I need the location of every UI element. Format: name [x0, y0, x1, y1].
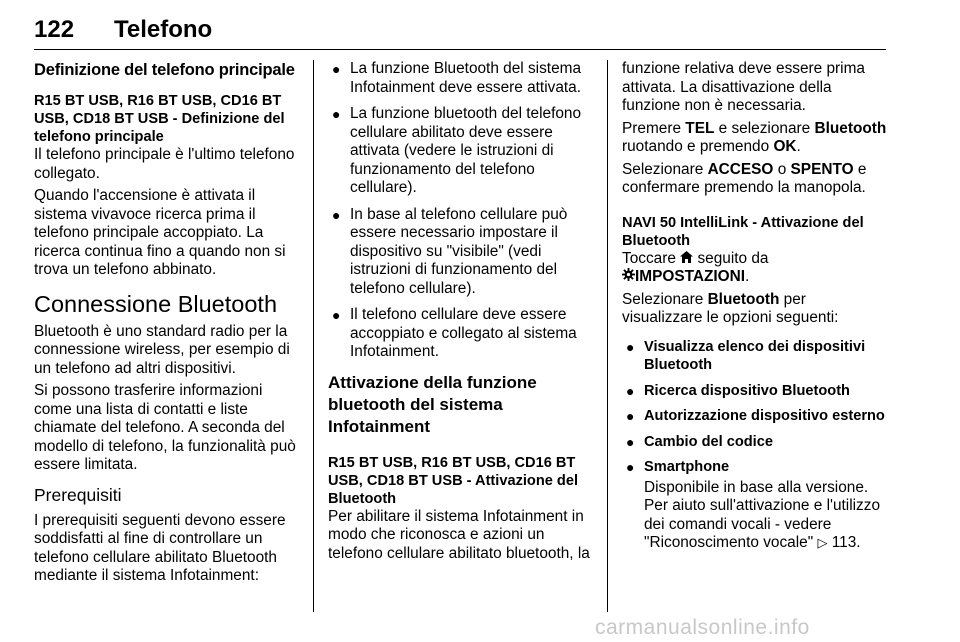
- home-icon: [680, 250, 693, 269]
- paragraph: Si possono trasferire informazioni come una lista di contatti e liste chiamate del telefono. A seconda del modello di telefono, la funzionalità può essere limitata.: [34, 382, 296, 473]
- paragraph: funzione relativa deve essere prima attivata. La disattivazione della funzione non è necessaria.: [622, 60, 865, 114]
- list-item: ● Cambio del codice: [626, 433, 773, 450]
- bullet-icon: ●: [626, 408, 635, 424]
- list-item: ● La funzione Bluetooth del sistema Infotainment deve essere attivata.: [332, 60, 582, 96]
- watermark: carmanualsonline.info: [595, 616, 810, 639]
- list-item: ● Il telefono cellulare deve essere accoppiato e collegato al sistema Infotainment.: [332, 306, 577, 360]
- list-item: ● In base al telefono cellulare può essere necessario impostare il dispositivo su "visibile" (vedi istruzioni di funzionamento del telefono cellulare).: [332, 205, 568, 297]
- smartphone-description: Disponibile in base alla versione. Per aiuto sull'attivazione e l'utilizzo dei comandi vocali - vedere "Riconoscimento vocale" ▷ 113.: [644, 478, 880, 551]
- bullet-icon: ●: [626, 382, 635, 399]
- bullet-icon: ●: [332, 106, 341, 122]
- list-item: ● La funzione bluetooth del telefono cellulare abilitato deve essere attivata (vedere le istruzioni di funzionamento del telefono cellulare).: [332, 105, 582, 196]
- bluetooth-options-list: [622, 338, 888, 553]
- subheading-navi: NAVI 50 IntelliLink - Attivazione del Bluetooth: [622, 214, 864, 249]
- column-divider: [313, 60, 314, 612]
- column-divider: [607, 60, 608, 612]
- list-item: ● Visualizza elenco dei dispositivi Bluetooth: [626, 338, 866, 373]
- paragraph: Quando l'accensione è attivata il sistema vivavoce ricerca prima il telefono principale accoppiato. La ricerca continua fino a quando non si trova un telefono abbinato.: [34, 187, 286, 278]
- bullet-icon: ●: [626, 433, 635, 450]
- page-number: 122: [34, 16, 75, 43]
- subheading-activation: R15 BT USB, R16 BT USB, CD16 BT USB, CD18 BT USB - Attivazione del Bluetooth: [328, 454, 579, 507]
- bullet-icon: ●: [332, 61, 341, 77]
- bullet-icon: ●: [332, 307, 341, 323]
- list-item: ● Autorizzazione dispositivo esterno: [626, 408, 885, 424]
- subheading-main-phone: R15 BT USB, R16 BT USB, CD16 BT USB, CD18 BT USB - Definizione del telefono principale: [34, 93, 285, 145]
- paragraph: Bluetooth è uno standard radio per la connessione wireless, per esempio di un telefono ad altri dispositivi.: [34, 322, 290, 377]
- heading-prerequisites: Prerequisiti: [34, 484, 122, 505]
- paragraph: Per abilitare il sistema Infotainment in modo che riconosca e azioni un telefono cellulare abilitato bluetooth, la: [328, 507, 590, 562]
- bullet-icon: ●: [626, 338, 635, 355]
- list-item: ● Smartphone Disponibile in base alla versione. Per aiuto sull'attivazione e l'utilizzo dei comandi vocali - vedere "Riconoscimento vocale" ▷ 113.: [622, 458, 888, 553]
- paragraph-onoff: Selezionare ACCESO o SPENTO e confermare premendo la manopola.: [622, 160, 867, 196]
- heading-bluetooth-connection: Connessione Bluetooth: [34, 290, 278, 317]
- column-3: [622, 60, 888, 560]
- paragraph-touch: Toccare seguito da IMPOSTAZIONI.: [622, 249, 769, 285]
- reference-arrow-icon: ▷: [817, 535, 828, 550]
- paragraph: Selezionare Bluetooth per visualizzare le opzioni seguenti:: [622, 290, 839, 326]
- list-item: ● Ricerca dispositivo Bluetooth: [626, 382, 850, 399]
- gear-icon: [622, 268, 635, 287]
- column-2: [328, 60, 594, 567]
- prerequisites-list: [328, 60, 594, 362]
- chapter-title: Telefono: [114, 16, 213, 43]
- paragraph: Il telefono principale è l'ultimo telefono collegato.: [34, 146, 295, 182]
- page-header: [34, 10, 886, 50]
- bullet-icon: ●: [332, 206, 341, 223]
- heading-main-phone: Definizione del telefono principale: [34, 61, 295, 79]
- heading-activation: Attivazione della funzione bluetooth del sistema Infotainment: [328, 372, 537, 436]
- paragraph-tel: Premere TEL e selezionare Bluetooth ruotando e premendo OK.: [622, 119, 887, 155]
- paragraph: I prerequisiti seguenti devono essere soddisfatti al fine di controllare un telefono cellulare abilitato Bluetooth mediante il sistema Infotainment:: [34, 511, 286, 584]
- bullet-icon: ●: [626, 459, 635, 475]
- column-1: [34, 60, 300, 590]
